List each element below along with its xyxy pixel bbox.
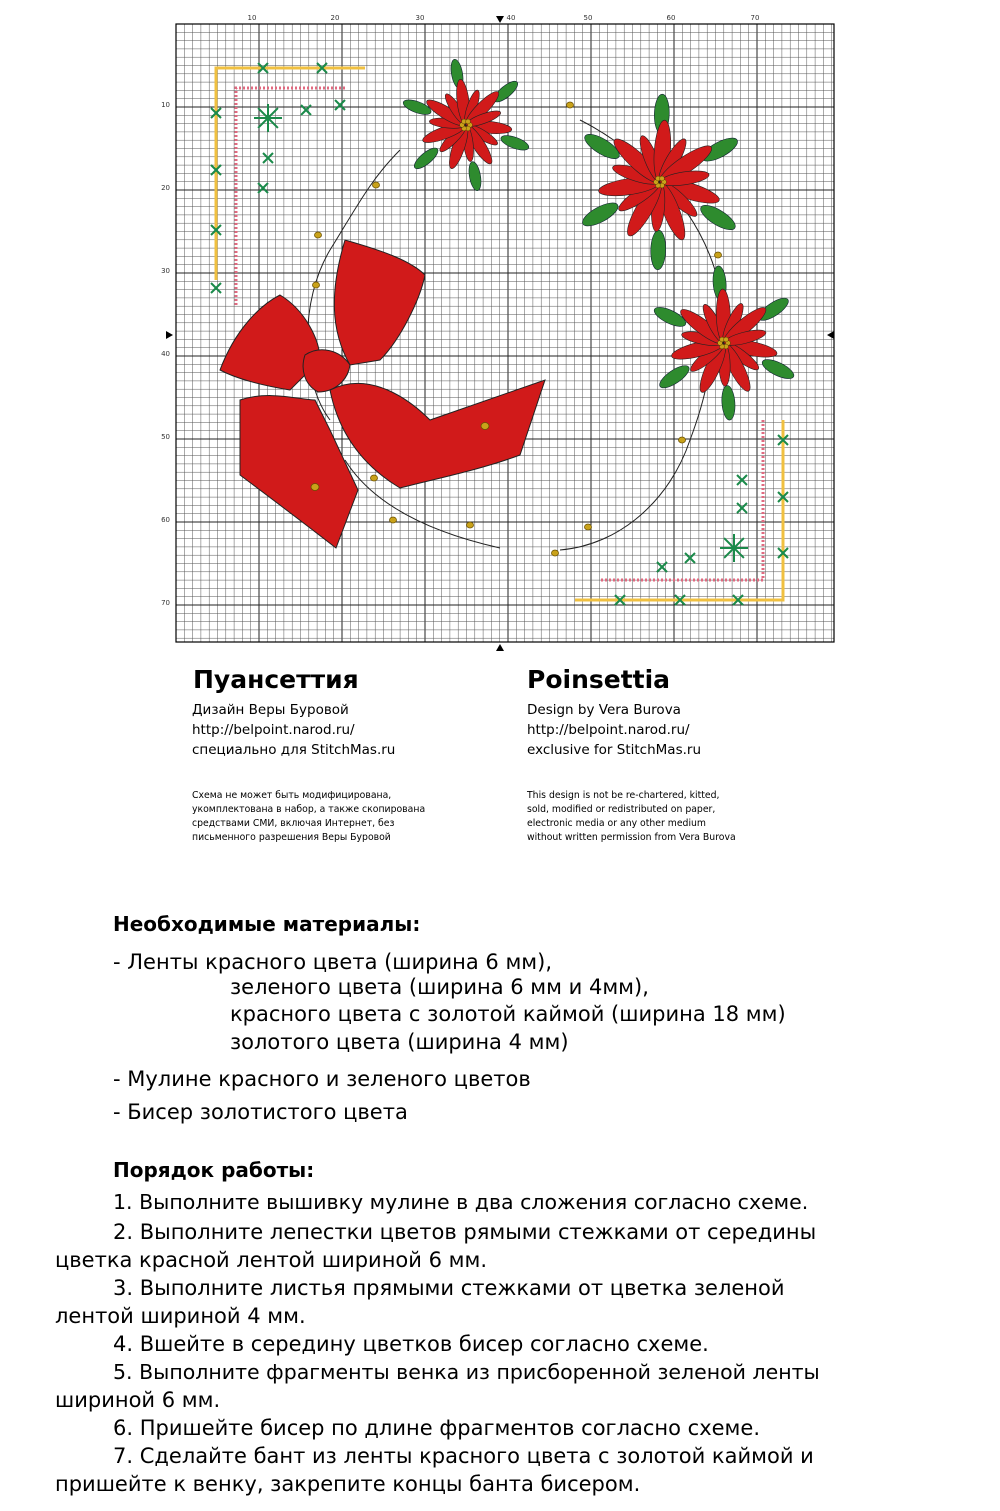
ruler-top-60: 60	[666, 14, 676, 22]
credit-ru-site: специально для StitchMas.ru	[192, 742, 396, 758]
step-line: 6. Пришейте бисер по длине фрагментов согласно схеме.	[113, 1416, 760, 1440]
notice-ru-line: средствами СМИ, включая Интернет, без	[192, 818, 395, 829]
materials-line: золотого цвета (ширина 4 мм)	[230, 1030, 569, 1054]
notice-en-line: without written permission from Vera Burova	[527, 832, 736, 843]
ruler-left-10: 10	[161, 101, 170, 109]
steps-heading: Порядок работы:	[113, 1158, 315, 1182]
notice-ru-line: Схема не может быть модифицирована,	[192, 790, 392, 801]
notice-en-line: This design is not be re-chartered, kitted,	[527, 790, 720, 801]
step-line: 3. Выполните листья прямыми стежками от цветка зеленой	[113, 1276, 785, 1300]
ruler-top-30: 30	[415, 14, 425, 22]
credit-en-author: Design by Vera Burova	[527, 702, 681, 718]
ruler-left-70: 70	[161, 599, 170, 607]
ruler-left-20: 20	[161, 184, 170, 192]
credit-ru-url[interactable]: http://belpoint.narod.ru/	[192, 722, 355, 738]
materials-line: - Бисер золотистого цвета	[113, 1100, 408, 1124]
ruler-top-50: 50	[583, 14, 593, 22]
ruler-top-20: 20	[330, 14, 340, 22]
step-line: 4. Вшейте в середину цветков бисер согласно схеме.	[113, 1332, 709, 1356]
center-marker-left	[166, 331, 173, 339]
star-stitch	[720, 534, 748, 562]
ruler-top-70: 70	[750, 14, 760, 22]
step-line: цветка красной лентой шириной 6 мм.	[55, 1248, 487, 1272]
credit-ru	[192, 700, 395, 760]
notice-en-line: sold, modified or redistributed on paper,	[527, 804, 716, 815]
center-marker-bottom	[496, 644, 504, 651]
credit-ru-author: Дизайн Веры Буровой	[192, 702, 349, 718]
materials-line: - Ленты красного цвета (ширина 6 мм),	[113, 950, 553, 974]
notice-ru	[192, 789, 482, 845]
cross-stitch-chart	[150, 0, 840, 660]
title-ru: Пуансеттия	[193, 665, 359, 694]
step-line: 1. Выполните вышивку мулине в два сложения согласно схеме.	[113, 1190, 809, 1214]
materials-line: зеленого цвета (ширина 6 мм и 4мм),	[230, 975, 649, 999]
materials-line: красного цвета с золотой каймой (ширина 18 мм)	[230, 1002, 786, 1026]
materials-heading: Необходимые материалы:	[113, 912, 421, 936]
credit-en-site: exclusive for StitchMas.ru	[527, 742, 702, 758]
step-line: 7. Сделайте бант из ленты красного цвета с золотой каймой и	[113, 1444, 814, 1468]
notice-en	[527, 789, 817, 845]
step-line: 2. Выполните лепестки цветов рямыми стежками от середины	[113, 1220, 817, 1244]
step-line: шириной 6 мм.	[55, 1388, 221, 1412]
credit-en	[527, 700, 701, 760]
center-marker-top	[496, 16, 504, 23]
star-stitch	[254, 104, 282, 132]
ruler-top-40: 40	[506, 14, 516, 22]
notice-ru-line: письменного разрешения Веры Буровой	[192, 832, 391, 843]
materials-line: - Мулине красного и зеленого цветов	[113, 1067, 531, 1091]
step-line: 5. Выполните фрагменты венка из присборенной зеленой ленты	[113, 1360, 820, 1384]
step-line: лентой шириной 4 мм.	[55, 1304, 306, 1328]
ruler-left-40: 40	[161, 350, 170, 358]
notice-en-line: electronic media or any other medium	[527, 818, 706, 829]
credit-en-url[interactable]: http://belpoint.narod.ru/	[527, 722, 690, 738]
step-line: пришейте к венку, закрепите концы банта бисером.	[55, 1472, 641, 1496]
title-en: Poinsettia	[527, 665, 671, 694]
ruler-top-10: 10	[247, 14, 257, 22]
notice-ru-line: укомплектована в набор, а также скопирована	[192, 804, 426, 815]
ruler-left-50: 50	[161, 433, 170, 441]
ruler-left-60: 60	[161, 516, 170, 524]
ruler-left-30: 30	[161, 267, 170, 275]
